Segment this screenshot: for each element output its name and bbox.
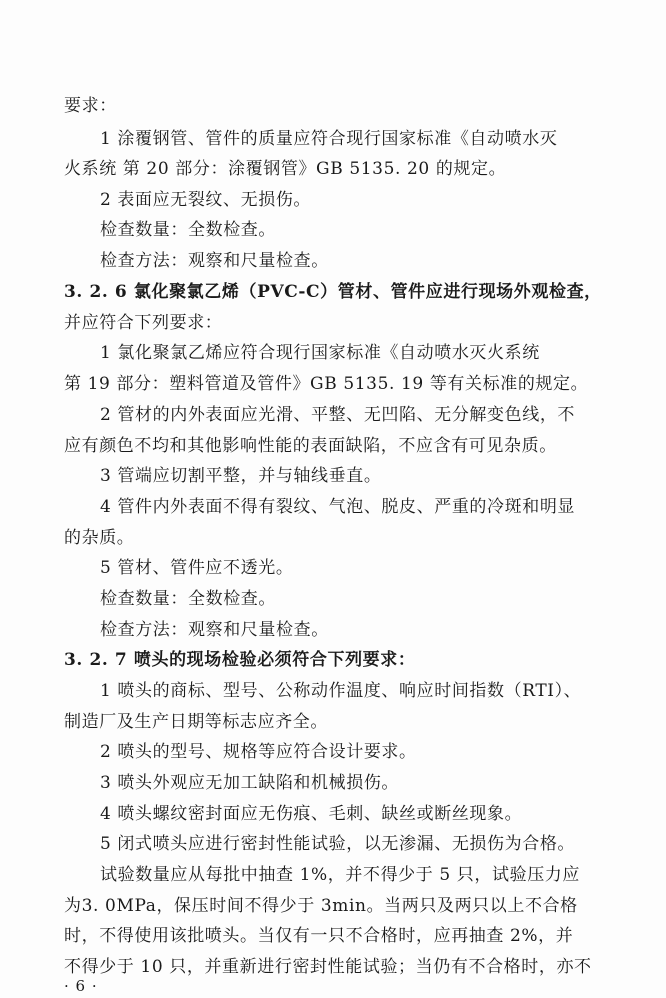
text-line: 时，不得使用该批喷头。当仅有一只不合格时，应再抽查 2%，并 [64, 926, 574, 946]
text-line: 1 氯化聚氯乙烯应符合现行国家标准《自动喷水灭火系统 [100, 343, 540, 363]
text-line: 1 涂覆钢管、管件的质量应符合现行国家标准《自动喷水灭 [100, 129, 558, 149]
page-number: · 6 · [64, 977, 98, 995]
text-line: 应有颜色不均和其他影响性能的表面缺陷，不应含有可见杂质。 [64, 436, 557, 456]
text-line: 3 管端应切割平整，并与轴线垂直。 [100, 466, 382, 486]
text-line: 检查数量：全数检查。 [100, 220, 276, 240]
text-line: 2 喷头的型号、规格等应符合设计要求。 [100, 742, 417, 762]
text-line: 2 管材的内外表面应光滑、平整、无凹陷、无分解变色线，不 [100, 405, 576, 425]
text-line: 检查数量：全数检查。 [100, 589, 276, 609]
section-heading: 3. 2. 6 氯化聚氯乙烯（PVC-C）管材、管件应进行现场外观检查， [64, 282, 602, 302]
text-line: 制造厂及生产日期等标志应齐全。 [64, 712, 328, 732]
text-line: 5 闭式喷头应进行密封性能试验，以无渗漏、无损伤为合格。 [100, 834, 576, 854]
text-line: 为3. 0MPa，保压时间不得少于 3min。当两只及两只以上不合格 [64, 896, 578, 916]
text-line: 5 管材、管件应不透光。 [100, 558, 294, 578]
text-line: 检查方法：观察和尺量检查。 [100, 620, 329, 640]
text-line: 2 表面应无裂纹、无损伤。 [100, 190, 312, 210]
text-line: 的杂质。 [64, 528, 135, 548]
text-line: 第 19 部分：塑料管道及管件》GB 5135. 19 等有关标准的规定。 [64, 374, 589, 394]
text-line: 试验数量应从每批中抽查 1%，并不得少于 5 只，试验压力应 [100, 865, 580, 885]
text-line: 4 管件内外表面不得有裂纹、气泡、脱皮、严重的冷斑和明显 [100, 497, 576, 517]
text-line: 不得少于 10 只，并重新进行密封性能试验；当仍有不合格时，亦不 [64, 957, 592, 977]
text-line: 检查方法：观察和尺量检查。 [100, 251, 329, 271]
section-heading: 3. 2. 7 喷头的现场检验必须符合下列要求： [64, 650, 416, 670]
text-line: 要求： [64, 96, 117, 116]
text-line: 火系统 第 20 部分：涂覆钢管》GB 5135. 20 的规定。 [64, 159, 507, 179]
text-line: 1 喷头的商标、型号、公称动作温度、响应时间指数（RTI）、 [100, 681, 582, 701]
text-line: 4 喷头螺纹密封面应无伤痕、毛刺、缺丝或断丝现象。 [100, 804, 523, 824]
text-line: 并应符合下列要求： [64, 313, 223, 333]
text-line: 3 喷头外观应无加工缺陷和机械损伤。 [100, 773, 400, 793]
